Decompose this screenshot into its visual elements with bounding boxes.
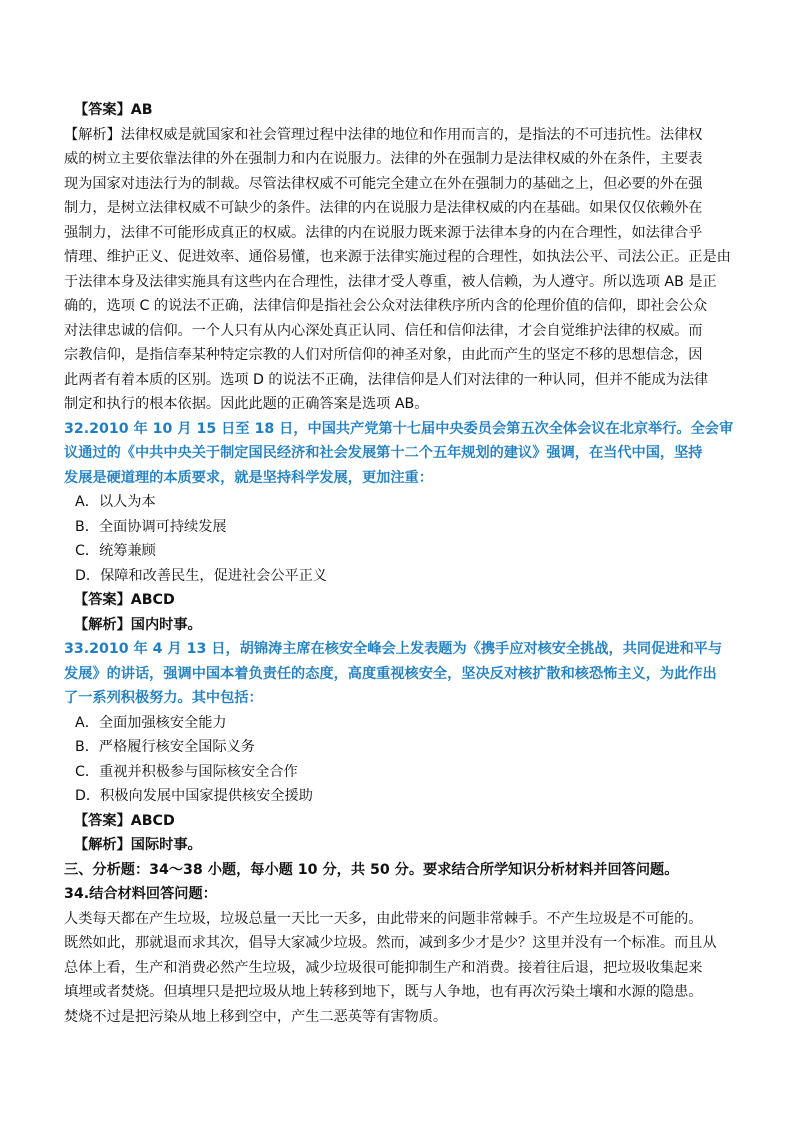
material-line: 总体上看，生产和消费必然产生垃圾，减少垃圾很可能抑制生产和消费。接着往后退，把垃圾收集起来: [64, 959, 703, 976]
analysis-paragraph: [64, 123, 744, 417]
analysis-line: 现为国家对违法行为的制裁。尽管法律权威不可能完全建立在外在强制力的基础之上，但必要的外在强: [64, 175, 703, 192]
material-line: 焚烧不过是把污染从地上移到空中，产生二恶英等有害物质。: [64, 1008, 448, 1025]
material-line: 人类每天都在产生垃圾，垃圾总量一天比一天多，由此带来的问题非常棘手。不产生垃圾是不可能的。: [64, 910, 703, 927]
analysis-line: 强制力，法律不可能形成真正的权威。法律的内在说服力既来源于法律本身的内在合理性，如法律合乎: [64, 224, 703, 241]
question-33-text: 发展》的讲话，强调中国本着负责任的态度，高度重视核安全，坚决反对核扩散和核恐怖主义，为此作出: [64, 665, 717, 682]
question-33: [64, 637, 744, 858]
material-line: 填埋或者焚烧。但填埋只是把垃圾从地上转移到地下，既与人争地，也有再次污染土壤和水源的隐患。: [64, 984, 703, 1000]
analysis-line: 威的树立主要依靠法律的外在强制力和内在说服力。法律的外在强制力是法律权威的外在条件，主要表: [64, 151, 703, 167]
option-c: C．统筹兼顾: [75, 543, 156, 559]
question-33-text: 33.2010 年 4 月 13 日，胡锦涛主席在核安全峰会上发表题为《携手应对核安全挑战，共同促进和平与: [64, 641, 723, 657]
option-c: C．重视并积极参与国际核安全合作: [75, 763, 298, 780]
answer-label: 【答案】AB: [74, 102, 153, 118]
answer-label: 【答案】ABCD: [74, 812, 175, 829]
document-page: [64, 98, 744, 1029]
question-32-text: 议通过的《中共中央关于制定国民经济和社会发展第十二个五年规划的建议》强调，在当代中国，坚持: [64, 445, 703, 461]
analysis-line: 于法律本身及法律实施具有这些内在合理性，法律才受人尊重，被人信赖，为人遵守。所以选项 AB 是正: [64, 273, 717, 290]
option-b: B．严格履行核安全国际义务: [75, 739, 255, 755]
option-b: B．全面协调可持续发展: [75, 518, 227, 535]
analysis-line: 制定和执行的根本依据。因此此题的正确答案是选项 AB。: [64, 396, 429, 412]
option-d: D．积极向发展中国家提供核安全援助: [75, 788, 313, 804]
analysis-line: 【解析】法律权威是就国家和社会管理过程中法律的地位和作用而言的，是指法的不可违抗性。法律权: [64, 126, 703, 143]
analysis-line: 确的，选项 C 的说法不正确，法律信仰是指社会公众对法律秩序所内含的伦理价值的信仰，即社会公众: [64, 298, 708, 314]
analysis-label: 【解析】国内时事。: [74, 616, 202, 633]
question-32-text: 发展是硬道理的本质要求，就是坚持科学发展，更加注重：: [64, 469, 433, 486]
material-line: 既然如此，那就退而求其次，倡导大家减少垃圾。然而，减到多少才是少？这里并没有一个标准。而且从: [64, 935, 717, 951]
option-a: A．全面加强核安全能力: [75, 714, 227, 731]
analysis-line: 宗教信仰，是指信奉某种特定宗教的人们对所信仰的神圣对象，由此而产生的坚定不移的思想信念，因: [64, 347, 703, 363]
question-34: [64, 882, 744, 1029]
analysis-line: 对法律忠诚的信仰。一个人只有从内心深处真正认同、信任和信仰法律，才会自觉维护法律的权威。而: [64, 322, 703, 339]
question-32: [64, 417, 744, 638]
option-a: A．以人为本: [75, 494, 156, 510]
section-heading: 三、分析题：34～38 小题，每小题 10 分，共 50 分。要求结合所学知识分析材料并回答问题。: [64, 861, 679, 878]
analysis-line: 此两者有着本质的区别。选项 D 的说法不正确，法律信仰是人们对法律的一种认同，但并不能成为法律: [64, 371, 709, 388]
question-34-title: 34.结合材料回答问题：: [64, 886, 217, 902]
question-32-text: 32.2010 年 10 月 15 日至 18 日，中国共产党第十七届中央委员会第五次全体会议在北京举行。全会审: [64, 420, 734, 437]
answer-label: 【答案】ABCD: [74, 592, 175, 608]
option-d: D．保障和改善民生，促进社会公平正义: [75, 567, 328, 584]
analysis-line: 制力，是树立法律权威不可缺少的条件。法律的内在说服力是法律权威的内在基础。如果仅仅依赖外在: [64, 200, 703, 216]
analysis-label: 【解析】国际时事。: [74, 837, 202, 853]
analysis-line: 情理、维护正义、促进效率、通俗易懂，也来源于法律实施过程的合理性，如执法公平、司法公正。正是由: [64, 249, 731, 265]
question-33-text: 了一系列积极努力。其中包括：: [64, 690, 263, 706]
